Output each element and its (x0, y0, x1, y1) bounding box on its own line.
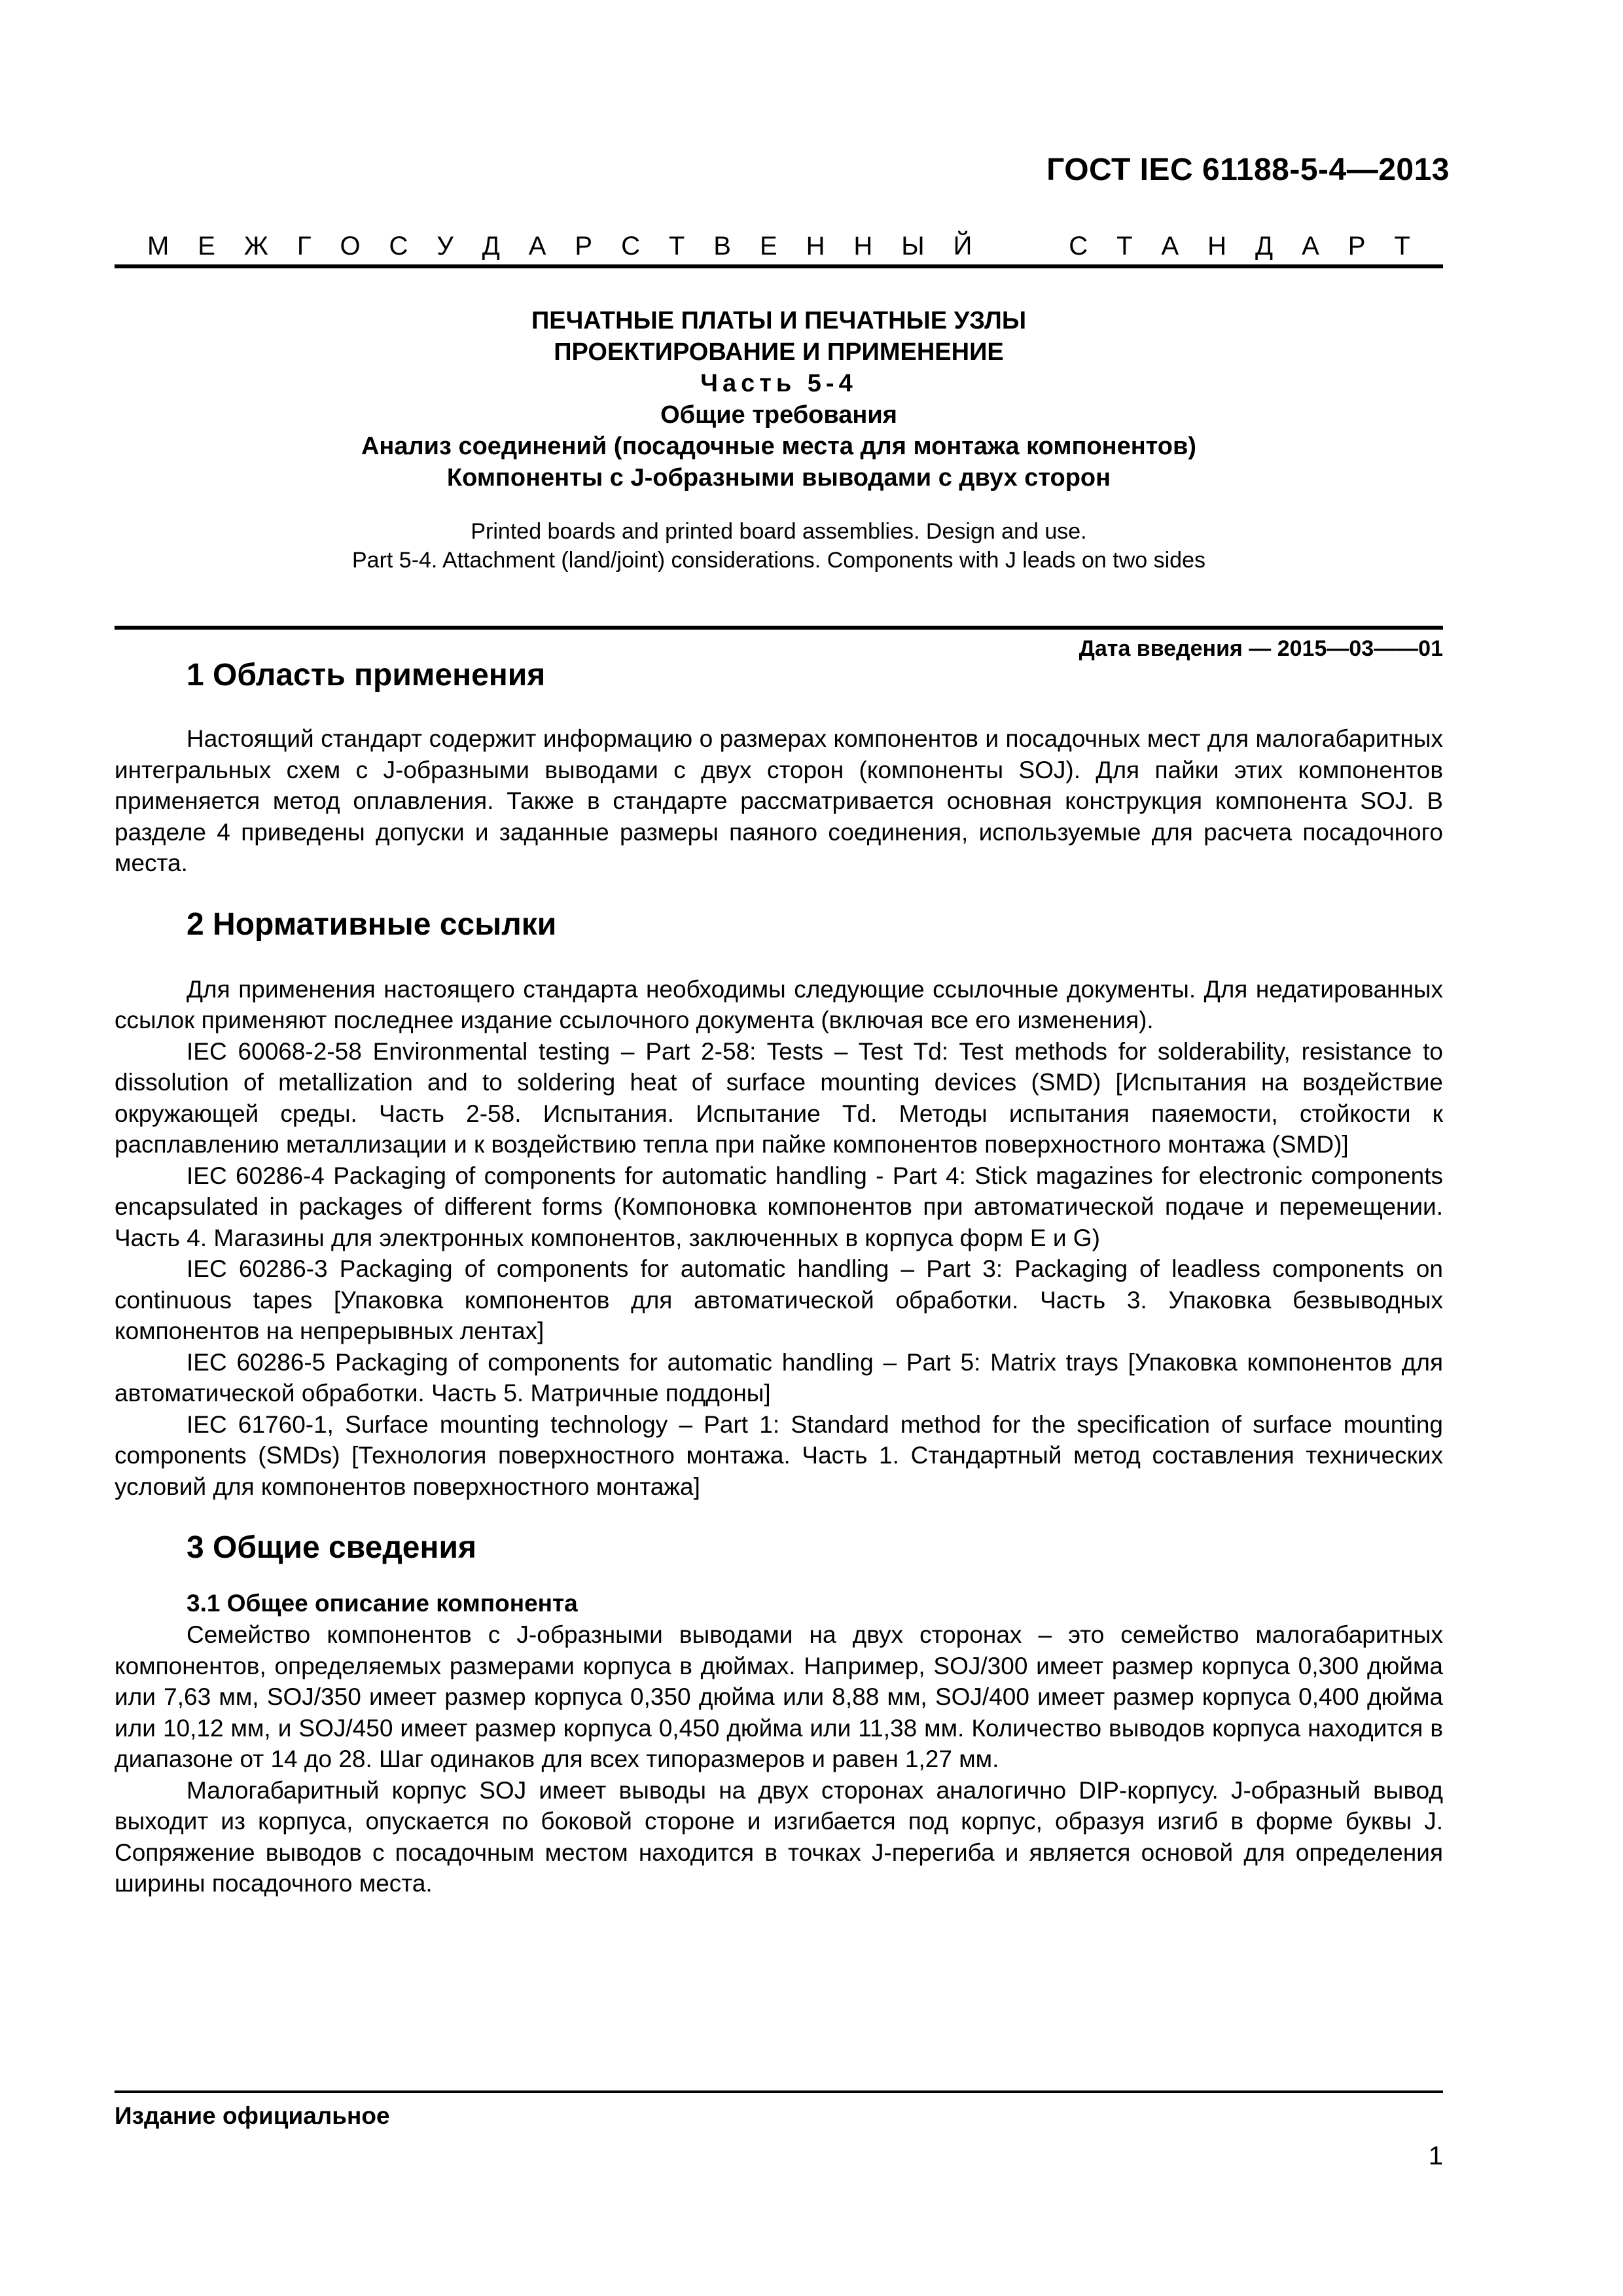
banner-letter: Н (806, 231, 825, 260)
banner-letter: Д (482, 231, 500, 260)
banner-letter: У (437, 231, 454, 260)
english-title-line: Printed boards and printed board assemblies. Design and use. (471, 519, 1087, 544)
banner-letter: Т (1116, 231, 1133, 260)
header-divider (115, 264, 1443, 268)
reference-item: IEC 60286-4 Packaging of components for automatic handling - Part 4: Stick magazines for electronic components encapsulated in packages of different forms (Компоновка компонентов при автоматической подаче и перемещении. Часть 4. Магазины для электронных компонентов, заключенных в корпуса форм E и G) (115, 1162, 1443, 1251)
banner-letter: Т (1394, 231, 1410, 260)
banner-letter: Н (853, 231, 873, 260)
banner-letter: А (1302, 231, 1319, 260)
body-paragraph: Семейство компонентов с J-образными выводами на двух сторонах – это семейство малогабаритных компонентов, определяемых размерами корпуса в дюймах. Например, SOJ/300 имеет размер корпуса 0,300 дюйма или 7,63 мм, SOJ/350 имеет размер корпуса 0,350 дюйма или 8,88 мм, SOJ/400 имеет размер корпуса 0,400 дюйма или 10,12 мм, и SOJ/450 имеет размер корпуса 0,450 дюйма или 11,38 мм. Количество выводов корпуса находится в диапазоне от 14 до 28. Шаг одинаков для всех типоразмеров и равен 1,27 мм. (115, 1621, 1443, 1772)
introduction-date: Дата введения — 2015—03——01 (1079, 636, 1443, 661)
banner-letter: В (713, 231, 731, 260)
title-line: Компоненты с J-образными выводами с двух сторон (446, 464, 1111, 492)
official-edition-label: Издание официальное (115, 2102, 390, 2129)
body-paragraph: Настоящий стандарт содержит информацию о размерах компонентов и посадочных мест для малогабаритных интегральных схем с J-образными выводами с двух сторон (компоненты SOJ). Для пайки этих компонентов применяется метод оплавления. Также в стандарте рассматривается основная конструкция компонента SOJ. В разделе 4 приведены допуски и заданные размеры паяного соединения, используемые для расчета посадочного места. (115, 725, 1443, 876)
page-number: 1 (1428, 2142, 1443, 2170)
title-line: ПЕЧАТНЫЕ ПЛАТЫ И ПЕЧАТНЫЕ УЗЛЫ (531, 307, 1027, 334)
section-heading: 2 Нормативные ссылки (187, 906, 557, 942)
subsection-heading: 3.1 Общее описание компонента (187, 1590, 578, 1617)
title-line: Анализ соединений (посадочные места для монтажа компонентов) (361, 433, 1196, 460)
body-paragraph: Для применения настоящего стандарта необходимы следующие ссылочные документы. Для недатированных ссылок применяют последнее издание ссылочного документа (включая все его изменения). (115, 975, 1443, 1033)
reference-item: IEC 60068-2-58 Environmental testing – Part 2-58: Tests – Test Td: Test methods for solderability, resistance to dissolution of metallization and to soldering heat of surface mounting devices (SMD) [Испытания на воздействие окружающей среды. Часть 2-58. Испытания. Испытание Td. Методы испытания паяемости, стойкости к расплавлению металлизации и к воздействию тепла при пайке компонентов поверхностного монтажа (SMD)] (115, 1037, 1443, 1158)
banner-letter: А (1161, 231, 1179, 260)
banner-letter: М (147, 231, 169, 260)
section-heading: 3 Общие сведения (187, 1530, 476, 1565)
body-paragraph: Малогабаритный корпус SOJ имеет выводы на двух сторонах аналогично DIP-корпусу. J-образный вывод выходит из корпуса, опускается по боковой стороне и изгибается под корпус, образуя изгиб в форме буквы J. Сопряжение выводов с посадочным местом находится в точках J-перегиба и является основой для определения ширины посадочного места. (115, 1776, 1443, 1897)
banner-letter: Т (668, 231, 685, 260)
interstate-standard-banner (115, 228, 1443, 264)
banner-letter: Е (198, 231, 215, 260)
reference-item: IEC 60286-3 Packaging of components for automatic handling – Part 3: Packaging of leadless components on continuous tapes [Упаковка компонентов для автоматической обработки. Часть 3. Упаковка безвыводных компонентов на непрерывных лентах] (115, 1255, 1443, 1344)
document-code: ГОСТ IEC 61188-5-4—2013 (1046, 152, 1450, 187)
banner-letter: Ж (243, 231, 268, 260)
title-line: Общие требования (660, 401, 897, 429)
english-title-line: Part 5-4. Attachment (land/joint) considerations. Components with J leads on two sides (351, 548, 1205, 573)
title-block (115, 305, 1443, 575)
banner-letter: Д (1255, 231, 1274, 260)
footer-divider (115, 2090, 1443, 2093)
part-number: Часть 5-4 (700, 370, 857, 397)
banner-letter: Е (759, 231, 777, 260)
banner-letter: Ы (901, 231, 925, 260)
title-line: ПРОЕКТИРОВАНИЕ И ПРИМЕНЕНИЕ (554, 338, 1004, 366)
banner-letter: С (389, 231, 408, 260)
banner-letter: С (621, 231, 640, 260)
title-divider (115, 626, 1443, 630)
section-heading: 1 Область применения (187, 658, 546, 692)
banner-letter: Н (1207, 231, 1227, 260)
reference-item: IEC 61760-1, Surface mounting technology – Part 1: Standard method for the specification of surface mounting components (SMDs) [Технология поверхностного монтажа. Часть 1. Стандартный метод составления технических условий для компонентов поверхностного монтажа] (115, 1410, 1443, 1500)
banner-letter: Г (296, 231, 312, 260)
document-body (115, 655, 1443, 1899)
banner-letter: О (340, 231, 361, 260)
banner-letter: С (1069, 231, 1088, 260)
banner-letter: Й (953, 231, 972, 260)
reference-item: IEC 60286-5 Packaging of components for automatic handling – Part 5: Matrix trays [Упаковка компонентов для автоматической обработки. Часть 5. Матричные поддоны] (115, 1348, 1443, 1407)
banner-letter: Р (1347, 231, 1366, 260)
banner-letter: А (528, 231, 546, 260)
banner-letter: Р (575, 231, 593, 260)
